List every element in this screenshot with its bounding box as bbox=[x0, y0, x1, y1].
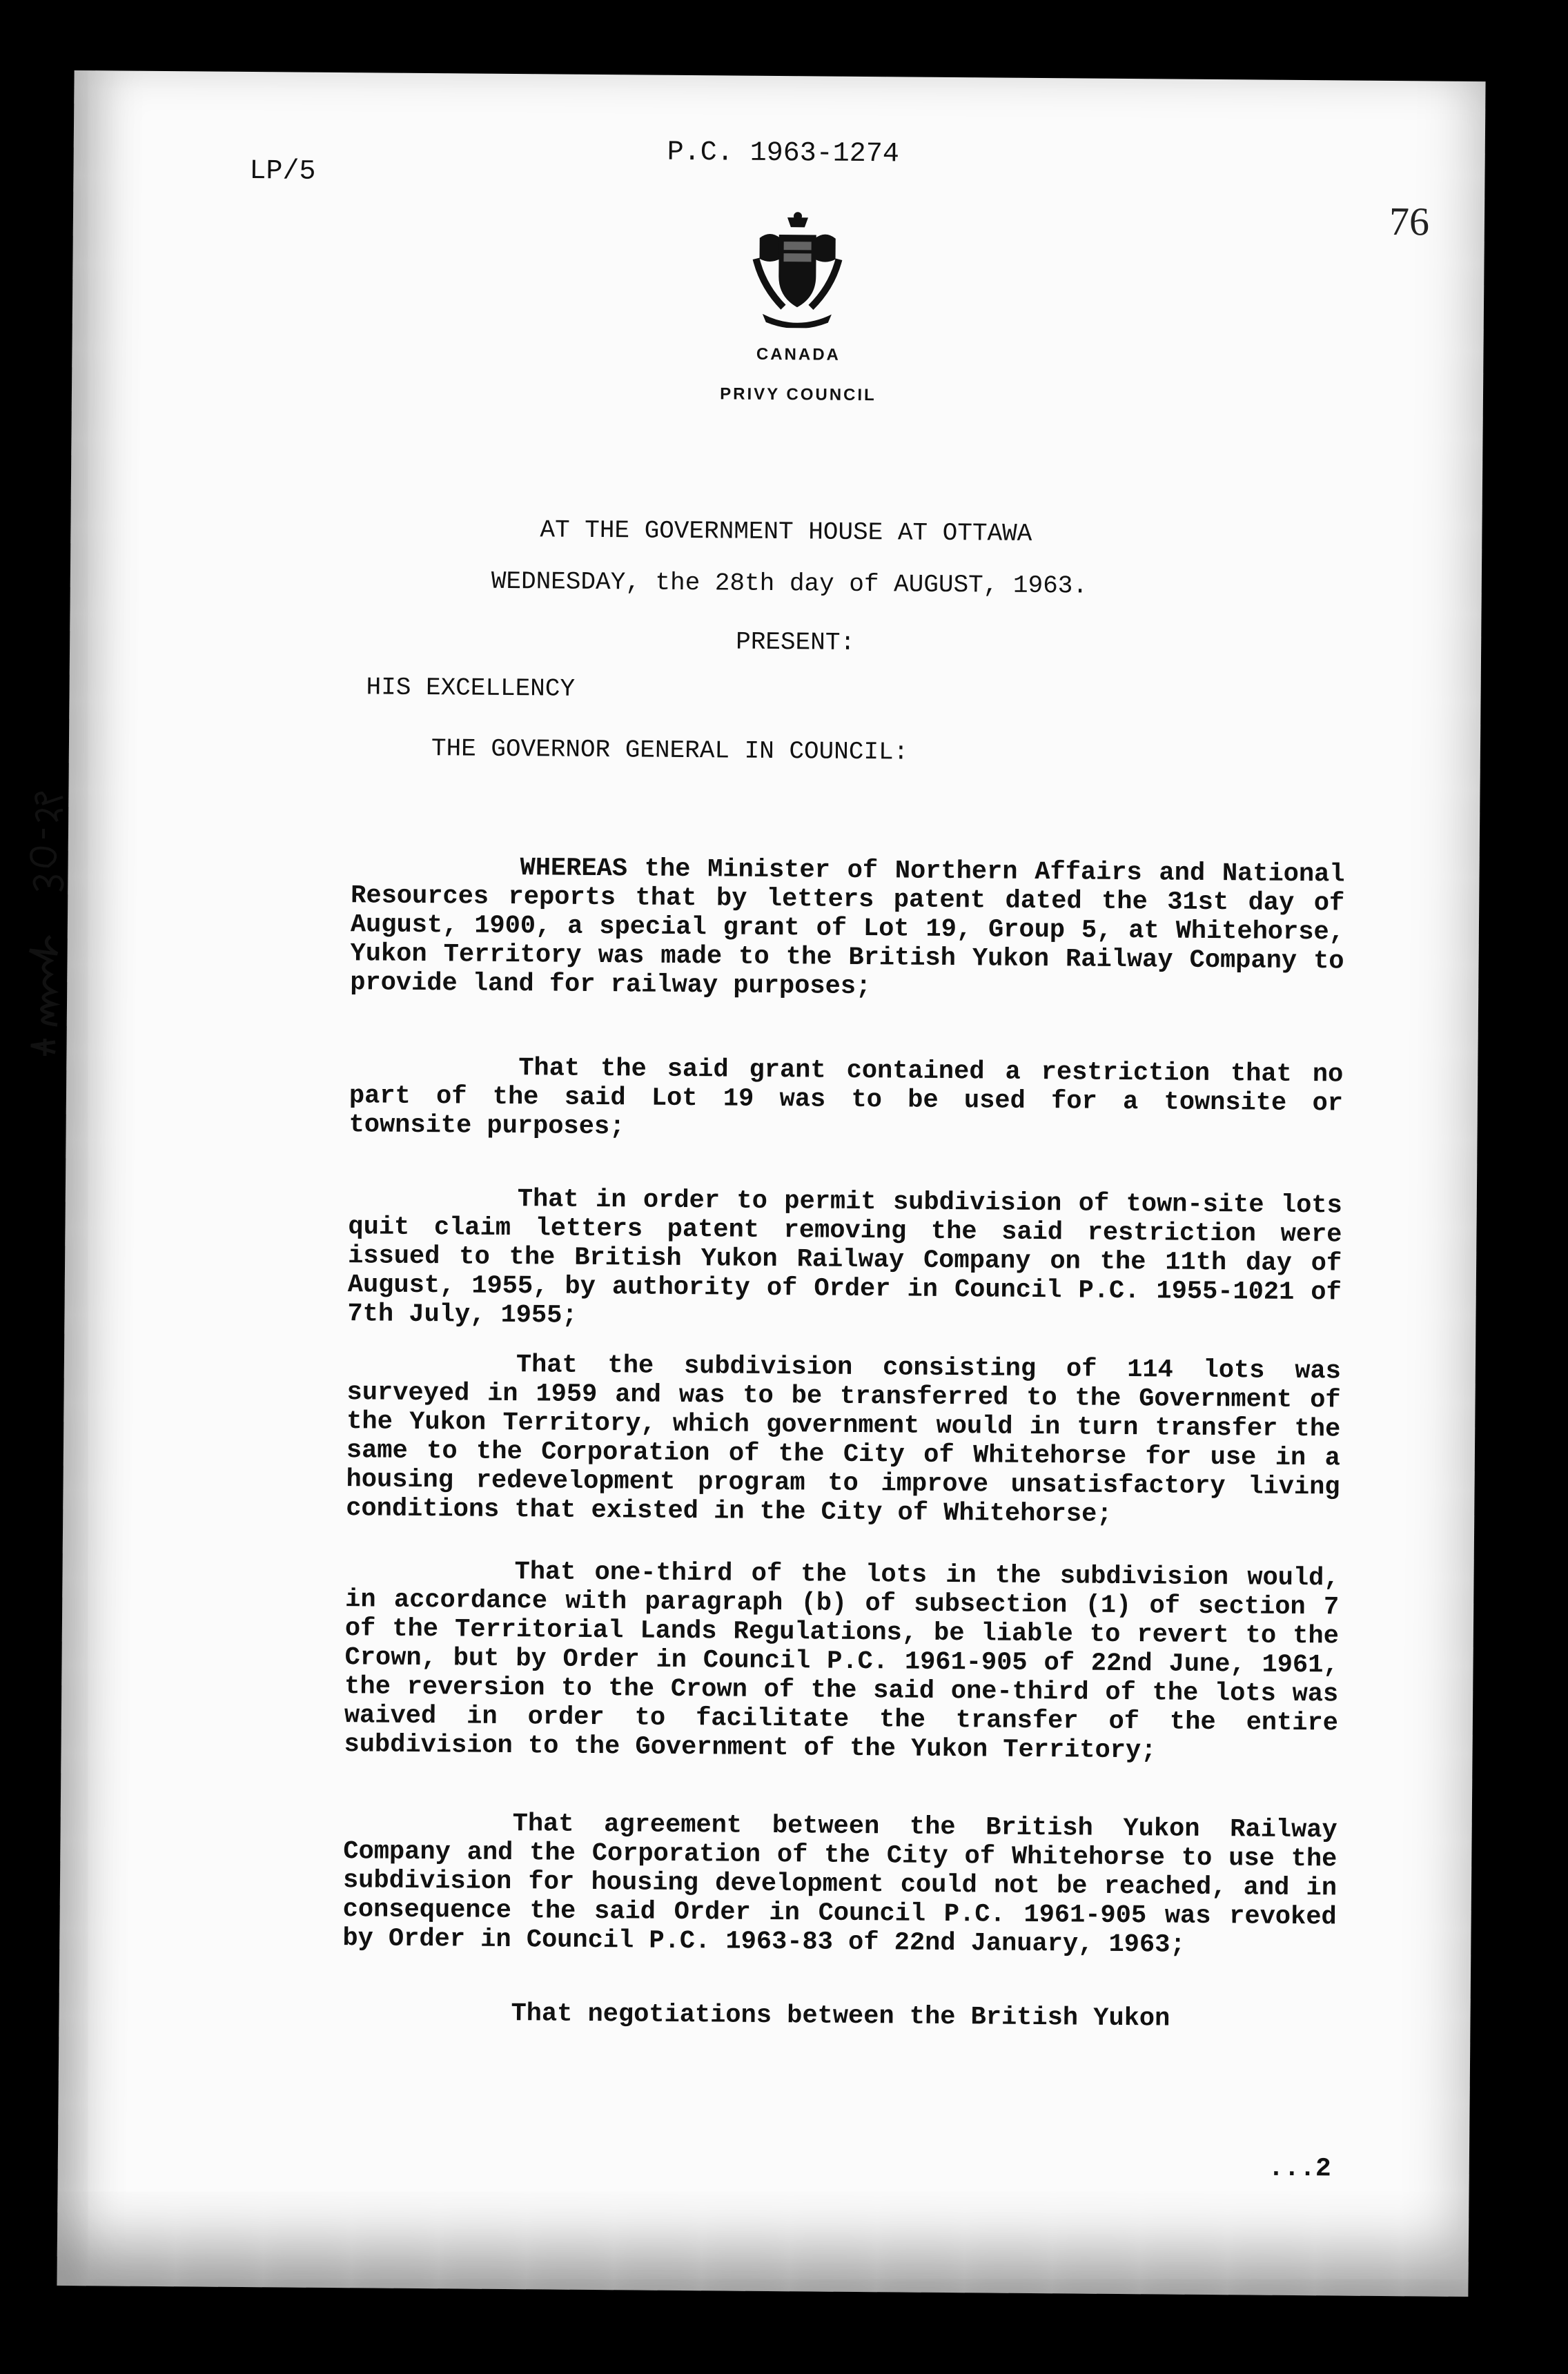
paragraph-negotiations: That negotiations between the British Yukon bbox=[511, 1999, 1170, 2034]
continuation-marker: ...2 bbox=[1268, 2153, 1331, 2184]
present-line: PRESENT: bbox=[736, 627, 856, 657]
paragraph-subdivision: That the subdivision consisting of 114 lots was surveyed in 1959 and was to be transferred to the Government of the Yukon Territory, which government would in turn transfer the same to the Corporation of the City of Whitehorse for use in a housing redevelopment program to improve unsatisfactory living conditions that existed in the City of Whitehorse; bbox=[346, 1351, 1342, 1529]
governor-line: THE GOVERNOR GENERAL IN COUNCIL: bbox=[431, 734, 909, 767]
excellency-line: HIS EXCELLENCY bbox=[366, 673, 576, 703]
paragraph-quit-claim: That in order to permit subdivision of town-site lots quit claim letters patent removing the said restriction were issued to the British Yukon Railway Company on the 11th day of August, 1955, by authority of Order in Council P.C. 1955-1021 of 7th July, 1955; bbox=[347, 1185, 1342, 1331]
file-reference: LP/5 bbox=[249, 156, 316, 188]
coat-of-arms-icon bbox=[745, 210, 850, 328]
place-line: AT THE GOVERNMENT HOUSE AT OTTAWA bbox=[540, 516, 1032, 548]
order-number: P.C. 1963-1274 bbox=[667, 137, 899, 170]
folio-number: 76 bbox=[1389, 198, 1430, 244]
country-label: CANADA bbox=[756, 344, 841, 364]
paragraph-agreement: That agreement between the British Yukon Railway Company and the Corporation of the City of Whitehorse to use the subdivision for housing development could not be reached, and in consequence the said Order in Council P.C. 1961-905 was revoked by Order in Council P.C. 1963-83 of 22nd January, 1963; bbox=[342, 1809, 1337, 1960]
paragraph-whereas: WHEREAS the Minister of Northern Affairs and National Resources reports that by letters patent dated the 31st day of August, 1900, a special grant of Lot 19, Group 5, at Whitehorse, Yukon Territory was made to the British Yukon Railway Company to provide land for railway purposes; bbox=[350, 854, 1345, 1002]
council-label: PRIVY COUNCIL bbox=[720, 384, 876, 405]
handwritten-margin-note bbox=[24, 766, 66, 1056]
paragraph-restriction: That the said grant contained a restriction that no part of the said Lot 19 was to be used for a townsite or townsite purposes; bbox=[349, 1054, 1344, 1142]
paragraph-one-third: That one-third of the lots in the subdivision would, in accordance with paragraph (b) of subsection (1) of section 7 of the Territorial Lands Regulations, be liable to revert to the Crown, but by Order in Council P.C. 1961-905 of 22nd June, 1961, the reversion to the Crown of the said one-third of the lots was waived in order to facilitate the transfer of the entire subdivision to the Government of the Yukon Territory; bbox=[344, 1558, 1340, 1766]
document-page bbox=[57, 70, 1485, 2297]
date-line: WEDNESDAY, the 28th day of AUGUST, 1963. bbox=[491, 567, 1088, 600]
